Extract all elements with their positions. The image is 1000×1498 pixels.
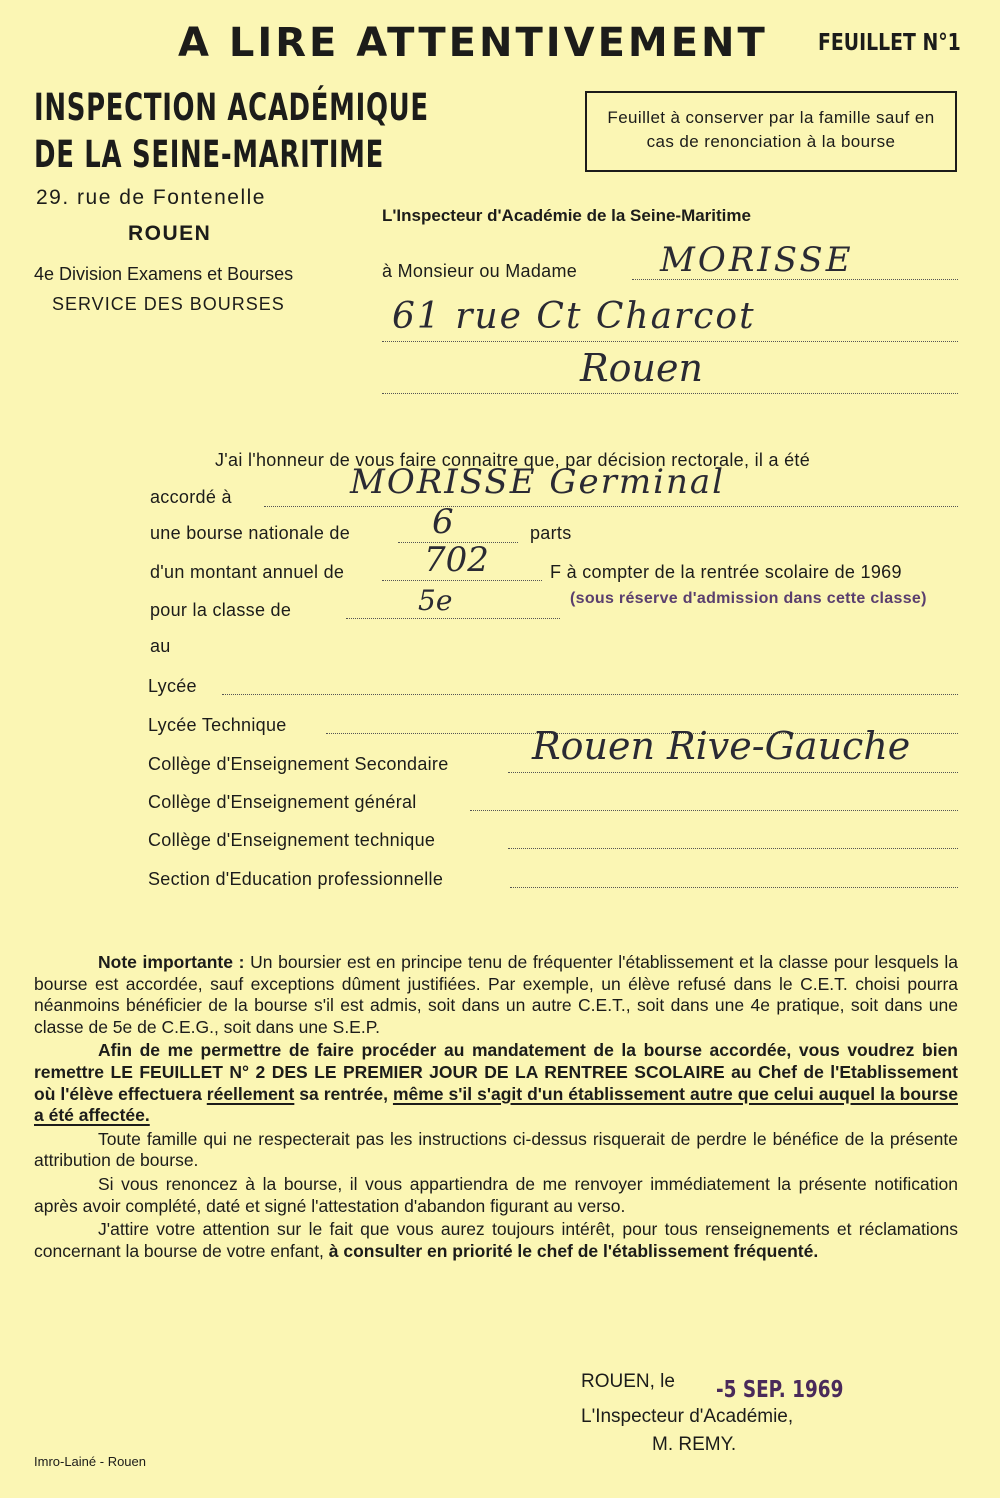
note-paragraph: Si vous renoncez à la bourse, il vous appartiendra de me renvoyer immédiatement la présente notification après avoir complété, daté et signé l'attestation d'abandon figurant au verso. — [34, 1173, 958, 1216]
classe-dotted-line — [346, 618, 560, 619]
note-paragraph — [34, 1040, 958, 1126]
reserve-stamp: (sous réserve d'admission dans cette classe) — [570, 590, 927, 607]
note-bold: à consulter en priorité le chef de l'établissement fréquenté. — [328, 1240, 819, 1261]
sender-service: SERVICE DES BOURSES — [52, 294, 285, 314]
sheet-number: FEUILLET N°1 — [818, 30, 961, 56]
note-paragraph — [34, 1219, 958, 1262]
decision-intro: J'ai l'honneur de vous faire connaitre que, par décision rectorale, il a été — [215, 450, 811, 470]
montant-suffix: F à compter de la rentrée scolaire de 1969 — [550, 562, 902, 582]
note-heading: Note importante : — [98, 952, 245, 972]
establishment-label: Collège d'Enseignement Secondaire — [148, 754, 449, 774]
bourse-label: une bourse nationale de — [150, 523, 351, 543]
establishment-dotted-line — [222, 694, 958, 695]
parts-label: parts — [530, 523, 572, 543]
montant-value: 702 — [424, 540, 489, 580]
signature-name: M. REMY. — [652, 1434, 737, 1455]
page-title: A LIRE ATTENTIVEMENT — [178, 20, 768, 66]
establishment-label: Lycée — [148, 676, 197, 696]
establishment-dotted-line — [508, 848, 958, 849]
note-text: Un boursier est en principe tenu de fréquenter l'établissement et la classe pour lesquels la bourse est accordée, sauf exceptions dûment justifiées. Par exemple, un élève refusé dans le C.E.T. choisi pourra néanmoins bénéficier de la bourse s'il est admis, soit dans un autre C.E.T., soit dans une 4e pratique, soit dans une classe de 5e de C.E.G., soit dans une S.E.P. — [34, 952, 958, 1037]
sender-division: 4e Division Examens et Bourses — [34, 264, 294, 284]
note-paragraph — [34, 952, 958, 1038]
recipient-address2: Rouen — [580, 346, 703, 390]
establishment-value: Rouen Rive-Gauche — [532, 724, 911, 768]
au-label: au — [150, 636, 171, 656]
note-underlined: réellement — [206, 1083, 295, 1104]
sender-street: 29. rue de Fontenelle — [36, 186, 266, 209]
sender-line1: INSPECTION ACADÉMIQUE — [34, 86, 429, 129]
sender-city: ROUEN — [128, 222, 212, 245]
establishment-label: Section d'Education professionnelle — [148, 869, 444, 889]
note-text: J'attire votre attention sur le fait que vous aurez toujours intérêt, pour tous renseignements et réclamations concernant la bourse de votre enfant, — [34, 1219, 958, 1261]
sender-line2: DE LA SEINE-MARITIME — [34, 133, 385, 176]
important-note — [34, 952, 958, 1264]
establishment-dotted-line — [510, 887, 958, 888]
address2-dotted-line — [382, 393, 958, 394]
address1-dotted-line — [382, 341, 958, 342]
establishment-dotted-line — [470, 810, 958, 811]
accorde-label: accordé à — [150, 487, 232, 507]
establishment-dotted-line — [508, 772, 958, 773]
note-text: sa rentrée, — [294, 1083, 393, 1104]
montant-label: d'un montant annuel de — [150, 562, 345, 582]
from-label: L'Inspecteur d'Académie de la Seine-Maritime — [382, 206, 751, 225]
to-label: à Monsieur ou Madame — [382, 261, 578, 281]
printer-credit: Imro-Lainé - Rouen — [34, 1454, 146, 1469]
classe-label: pour la classe de — [150, 600, 292, 620]
recipient-address1: 61 rue Ct Charcot — [392, 296, 756, 337]
date-stamp: -5 SEP. 1969 — [716, 1377, 844, 1403]
montant-dotted-line — [382, 580, 542, 581]
note-underlined: même s'il s'agit d'un établissement autre que celui auquel la bourse a été affectée. — [34, 1083, 958, 1126]
recipient-name: MORISSE — [660, 240, 854, 280]
parts-value: 6 — [432, 502, 454, 542]
signature-role: L'Inspecteur d'Académie, — [581, 1406, 794, 1427]
classe-value: 5e — [418, 584, 453, 617]
establishment-label: Lycée Technique — [148, 715, 287, 735]
establishment-label: Collège d'Enseignement technique — [148, 830, 436, 850]
accorde-value: MORISSE Germinal — [350, 462, 726, 502]
establishment-label: Collège d'Enseignement général — [148, 792, 417, 812]
note-paragraph: Toute famille qui ne respecterait pas les instructions ci-dessus risquerait de perdre le bénéfice de la présente attribution de bourse. — [34, 1128, 958, 1171]
keep-notice-box: Feuillet à conserver par la famille sauf en cas de renonciation à la bourse — [585, 91, 957, 172]
accorde-dotted-line — [264, 506, 958, 507]
note-text: Afin de me permettre de faire procéder au mandatement de la bourse accordée, vous voudrez bien remettre LE FEUILLET N° 2 DES LE PREMIER JOUR DE LA RENTREE SCOLAIRE au Chef de l'Etablissement où l'élève effectuera — [34, 1040, 958, 1104]
signature-place: ROUEN, le — [581, 1371, 675, 1392]
